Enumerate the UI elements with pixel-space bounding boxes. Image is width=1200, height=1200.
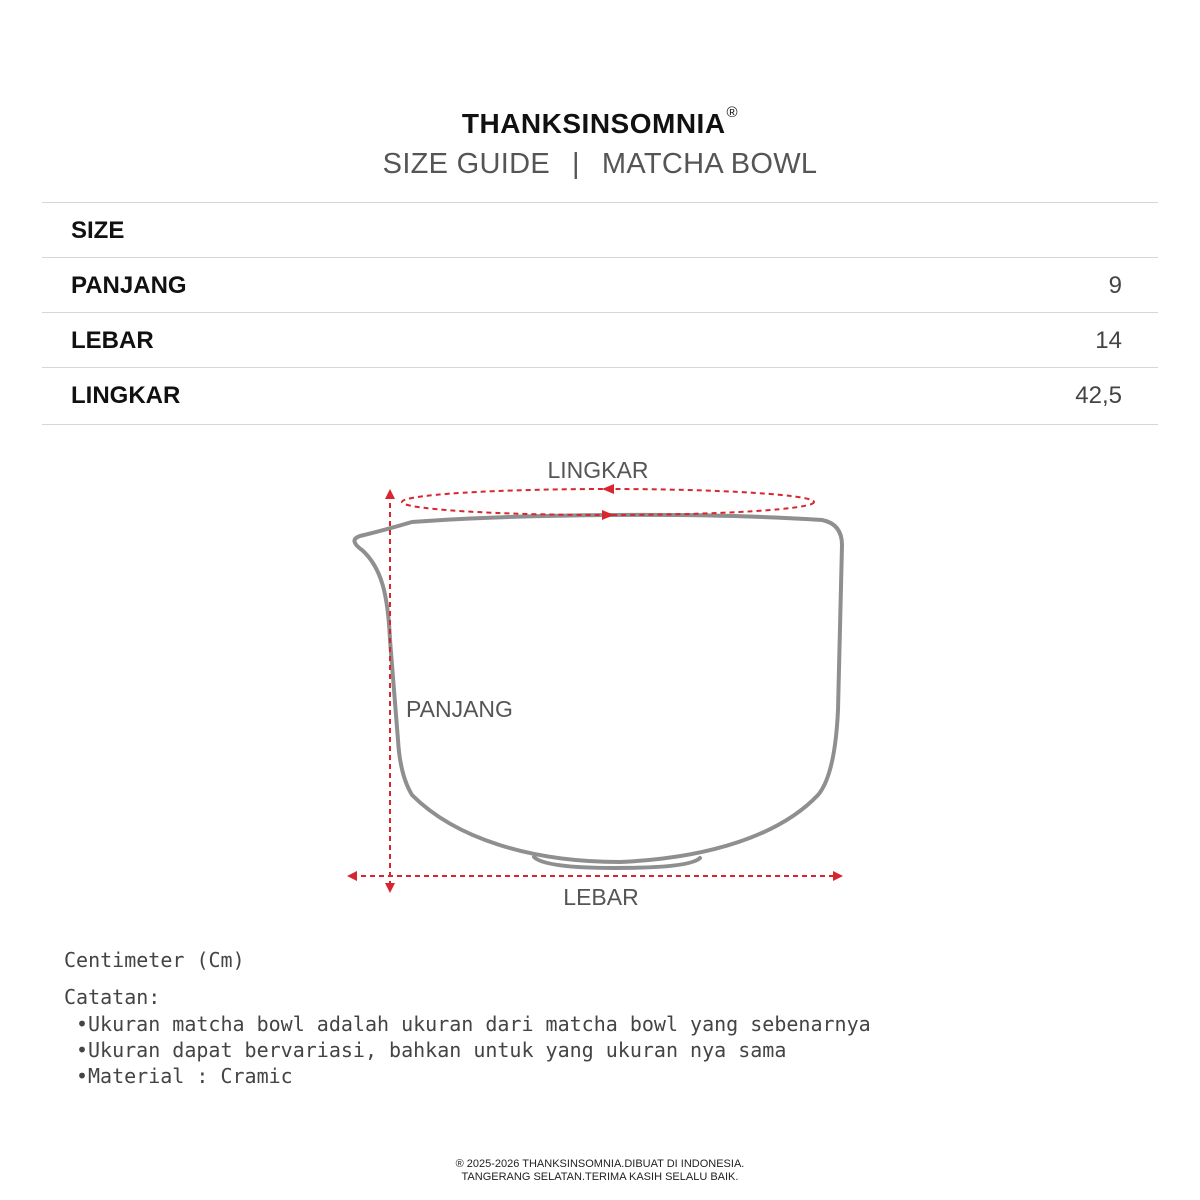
footer-line-1: ® 2025-2026 THANKSINSOMNIA.DIBUAT DI INDONESIA. bbox=[455, 1158, 745, 1170]
lingkar-measure-ellipse bbox=[402, 489, 814, 515]
list-item bbox=[64, 1037, 871, 1063]
lebar-label: LEBAR bbox=[563, 884, 639, 910]
panjang-label: PANJANG bbox=[406, 696, 513, 722]
size-row-label: LINGKAR bbox=[71, 382, 181, 409]
size-row-value: 42,5 bbox=[1075, 382, 1122, 409]
brand-name: THANKSINSOMNIA bbox=[461, 108, 726, 139]
subtitle-guide: SIZE GUIDE bbox=[382, 148, 551, 180]
note-text: Material : Cramic bbox=[88, 1064, 293, 1088]
footer bbox=[0, 1158, 1200, 1184]
note-text: Ukuran matcha bowl adalah ukuran dari matcha bowl yang sebenarnya bbox=[88, 1012, 871, 1036]
notes-list bbox=[64, 1011, 871, 1089]
list-item bbox=[64, 1011, 871, 1037]
size-row-value: 14 bbox=[1095, 327, 1122, 354]
registered-mark: ® bbox=[726, 104, 739, 121]
lingkar-label: LINGKAR bbox=[547, 457, 649, 483]
bowl-outline bbox=[354, 515, 842, 862]
list-item bbox=[64, 1063, 871, 1089]
size-row-value: 9 bbox=[1108, 272, 1122, 299]
notes-title: Catatan: bbox=[64, 985, 161, 1009]
footer-line-2: TANGERANG SELATAN.TERIMA KASIH SELALU BAIK. bbox=[461, 1171, 739, 1183]
lingkar-arrow-top bbox=[602, 484, 614, 494]
bullet-icon: • bbox=[75, 1012, 88, 1036]
note-text: Ukuran dapat bervariasi, bahkan untuk yang ukuran nya sama bbox=[88, 1038, 787, 1062]
lingkar-arrow-bottom bbox=[602, 510, 614, 520]
unit-note: Centimeter (Cm) bbox=[64, 948, 245, 972]
size-row-label: LEBAR bbox=[71, 327, 154, 354]
subtitle-product: MATCHA BOWL bbox=[601, 148, 818, 180]
bullet-icon: • bbox=[75, 1064, 88, 1088]
subtitle-separator: | bbox=[572, 148, 580, 180]
bullet-icon: • bbox=[75, 1038, 88, 1062]
size-row-label: PANJANG bbox=[71, 272, 187, 299]
size-header-label: SIZE bbox=[71, 217, 125, 244]
